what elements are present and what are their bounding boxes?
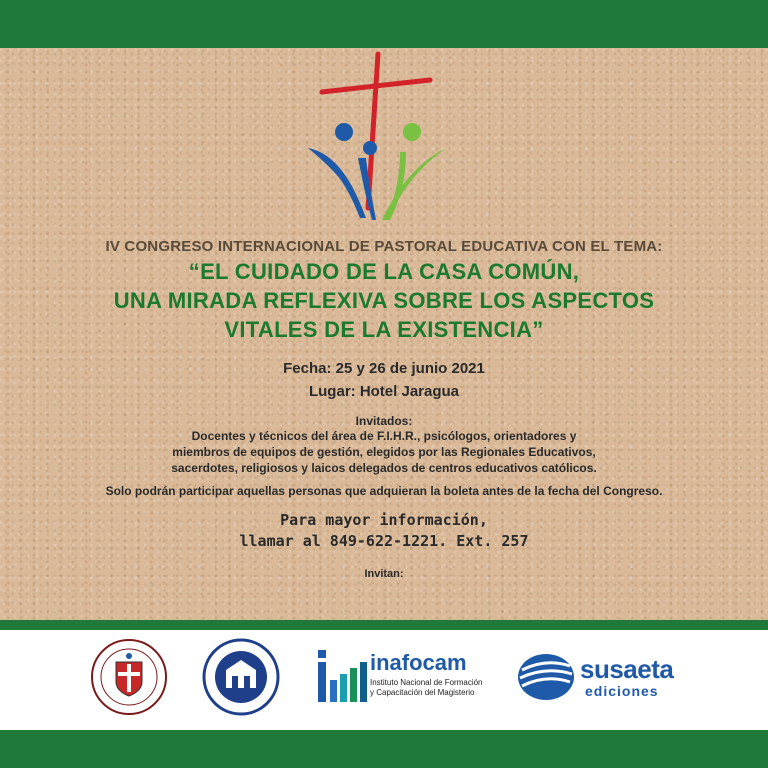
theme-line-1: “EL CUIDADO DE LA CASA COMÚN, <box>188 259 580 284</box>
inafocam-sub-1: Instituto Nacional de Formación <box>370 678 483 687</box>
congress-intro: IV CONGRESO INTERNACIONAL DE PASTORAL EDUCATIVA CON EL TEMA: <box>105 238 663 255</box>
susaeta-swoosh-icon <box>516 652 576 702</box>
guests-list <box>0 428 768 476</box>
inafocam-subtitle <box>370 678 483 698</box>
inafocam-sub-2: y Capacitación del Magisterio <box>370 688 475 697</box>
event-text-block <box>0 238 768 580</box>
archdiocese-seal-logo <box>202 638 280 716</box>
contact-line-2: llamar al 849-622-1221. Ext. 257 <box>239 532 529 550</box>
registration-note: Solo podrán participar aquellas personas que adquieran la boleta antes de la fecha del Congreso. <box>105 484 663 498</box>
top-green-bar <box>0 0 768 48</box>
mid-green-stripe <box>0 620 768 630</box>
guests-line-1: Docentes y técnicos del área de F.I.H.R., psicólogos, orientadores y <box>191 429 577 443</box>
invite-label: Invitan: <box>364 568 404 580</box>
guests-line-2: miembros de equipos de gestión, elegidos por las Regionales Educativos, <box>172 445 596 459</box>
susaeta-wordmark: susaeta <box>580 654 674 684</box>
inafocam-bars-icon <box>316 644 368 704</box>
cross-with-people-icon <box>300 48 450 228</box>
theme-line-3: VITALES DE LA EXISTENCIA” <box>224 317 544 342</box>
susaeta-ediciones: ediciones <box>585 683 659 699</box>
university-seal-logo <box>90 638 168 716</box>
contact-info <box>0 510 768 552</box>
contact-line-1: Para mayor información, <box>280 511 488 529</box>
guests-label: Invitados: <box>355 414 413 428</box>
congress-theme <box>0 257 768 344</box>
theme-line-2: UNA MIRADA REFLEXIVA SOBRE LOS ASPECTOS <box>113 288 655 313</box>
event-date: Fecha: 25 y 26 de junio 2021 <box>283 360 485 377</box>
inafocam-wordmark: inafocam <box>370 650 467 675</box>
guests-line-3: sacerdotes, religiosos y laicos delegados de centros educativos católicos. <box>171 461 597 475</box>
event-venue: Lugar: Hotel Jaragua <box>308 383 460 400</box>
bottom-green-bar <box>0 730 768 768</box>
